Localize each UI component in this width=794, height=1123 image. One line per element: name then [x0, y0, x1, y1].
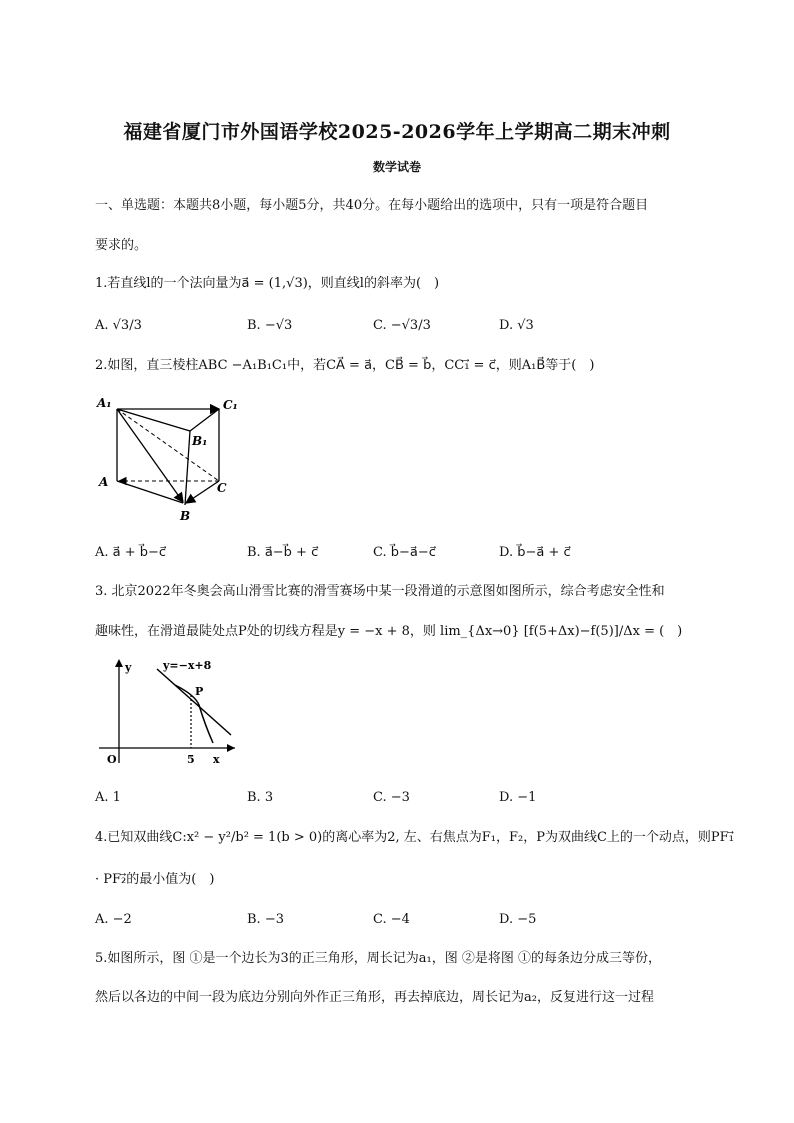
label-x-tick: 5 — [187, 753, 195, 766]
q4-stem-line2: · PF₂⃗的最小值为( ) — [95, 872, 215, 887]
section-instructions-line1: 一、单选题：本题共8小题，每小题5分，共40分。在每小题给出的选项中，只有一项是符合题目 — [95, 198, 649, 213]
q2-option-c: C. b⃗−a⃗−c⃗ — [373, 545, 436, 560]
label-b1: B₁ — [192, 434, 208, 448]
q4-option-c: C. −4 — [373, 912, 410, 927]
label-tangent: y=−x+8 — [163, 659, 212, 672]
q2-prism-figure — [95, 393, 255, 528]
paper-title: 福建省厦门市外国语学校2025-2026学年上学期高二期末冲刺 — [123, 121, 671, 143]
q5-stem-line2: 然后以各边的中间一段为底边分别向外作正三角形，再去掉底边，周长记为a₂，反复进行这一过程 — [95, 990, 654, 1005]
q1-option-a: A. √3/3 — [95, 318, 142, 333]
paper-subtitle: 数学试卷 — [372, 160, 421, 174]
q5-stem-line1: 5.如图所示，图 ①是一个边长为3的正三角形，周长记为a₁，图 ②是将图 ①的每条边分成三等份， — [95, 951, 662, 966]
q1-option-d: D. √3 — [499, 318, 534, 333]
label-a: A — [99, 475, 109, 489]
label-p: P — [195, 685, 204, 698]
q3-stem-line1: 3. 北京2022年冬奥会高山滑雪比赛的滑雪赛场中某一段滑道的示意图如图所示，综合考虑安全性和 — [95, 584, 665, 599]
label-origin: O — [107, 753, 117, 766]
q3-stem-line2: 趣味性，在滑道最陡处点P处的切线方程是y = −x + 8，则 lim_{Δx→0} [f(5+Δx)−f(5)]/Δx = ( ) — [95, 624, 683, 639]
section-instructions-line2: 要求的。 — [95, 238, 148, 253]
q1-option-c: C. −√3/3 — [373, 318, 431, 333]
q4-option-b: B. −3 — [247, 912, 284, 927]
q3-option-b: B. 3 — [247, 790, 274, 805]
q3-option-a: A. 1 — [95, 790, 121, 805]
label-c: C — [217, 481, 227, 495]
q4-option-d: D. −5 — [499, 912, 537, 927]
label-a1: A₁ — [97, 396, 112, 410]
q1-option-b: B. −√3 — [247, 318, 293, 333]
q4-option-a: A. −2 — [95, 912, 132, 927]
label-c1: C₁ — [223, 398, 238, 412]
q2-option-d: D. b⃗−a⃗ + c⃗ — [499, 545, 571, 560]
q3-option-d: D. −1 — [499, 790, 537, 805]
label-b: B — [180, 509, 191, 523]
label-y-axis: y — [125, 661, 132, 674]
label-x-axis: x — [213, 753, 220, 766]
q3-slope-figure — [95, 655, 240, 770]
q2-option-a: A. a⃗ + b⃗−c⃗ — [95, 545, 167, 560]
q1-stem: 1.若直线l的一个法向量为a⃗ = (1,√3)，则直线l的斜率为( ) — [95, 276, 440, 291]
q2-option-b: B. a⃗−b⃗ + c⃗ — [247, 545, 319, 560]
q4-stem-line1: 4.已知双曲线C:x² − y²/b² = 1(b > 0)的离心率为2, 左、右焦点为F₁，F₂，P为双曲线C上的一个动点，则PF₁⃗ — [95, 830, 734, 845]
q3-option-c: C. −3 — [373, 790, 410, 805]
q2-stem: 2.如图，直三棱柱ABC −A₁B₁C₁中，若CA⃗ = a⃗，CB⃗ = b⃗，CC₁⃗ = c⃗，则A₁B⃗等于( ) — [95, 358, 595, 373]
